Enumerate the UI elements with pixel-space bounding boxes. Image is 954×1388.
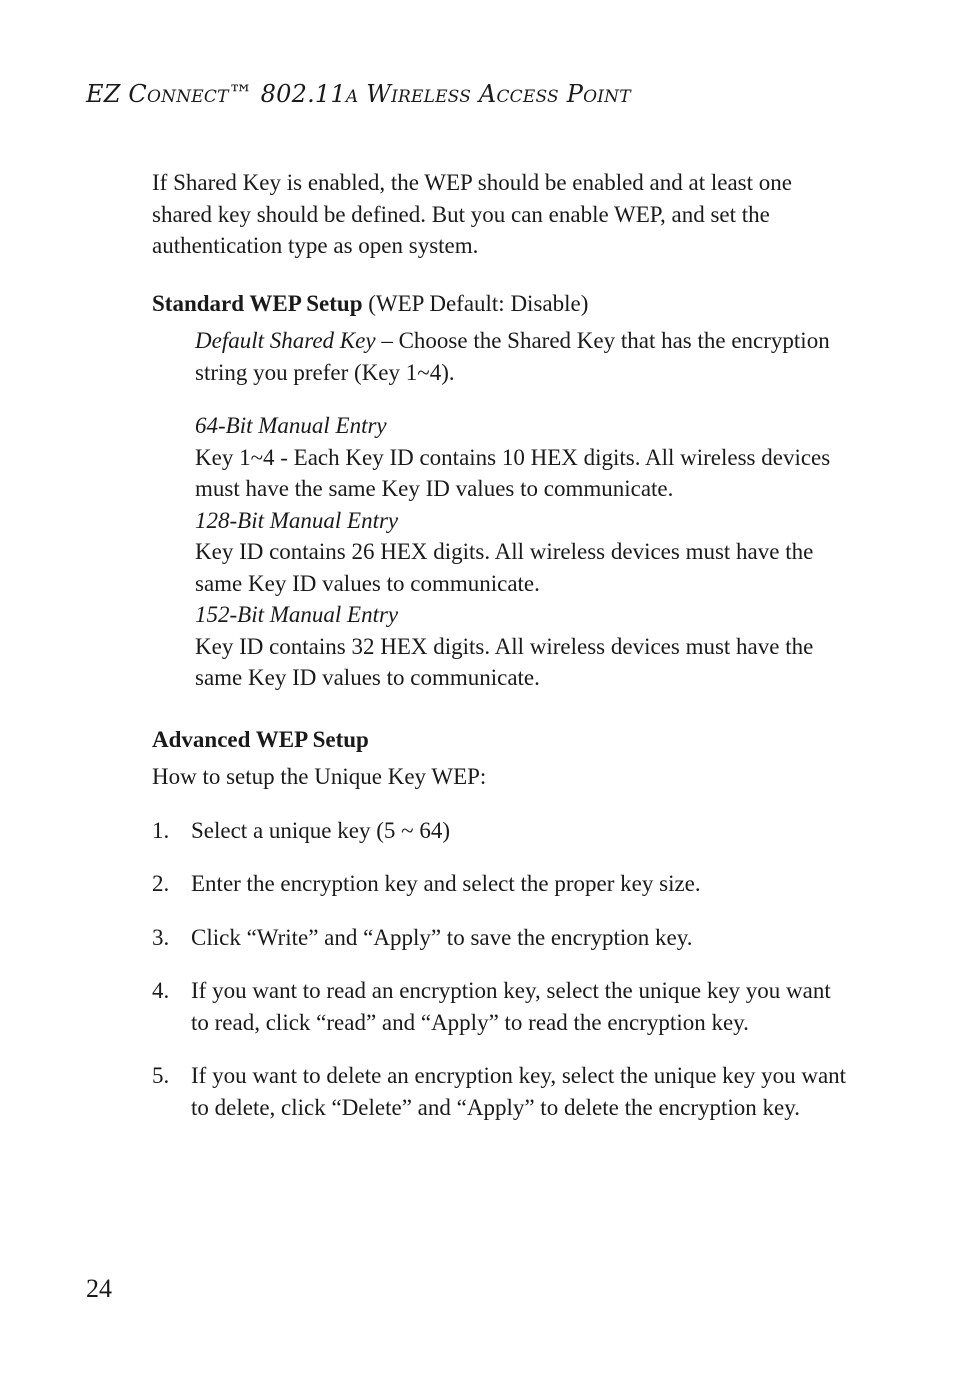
default-shared-key-paragraph: [195, 325, 852, 388]
header-text: CCESS: [496, 87, 559, 107]
item-title: Default Shared Key: [195, 328, 376, 353]
step-number: 2.: [152, 871, 170, 896]
list-item: [152, 815, 852, 847]
list-item: [152, 868, 852, 900]
header-text: P: [558, 80, 584, 108]
step-text: Enter the encryption key and select the proper key size.: [191, 871, 701, 896]
advanced-lead: How to setup the Unique Key WEP:: [152, 764, 487, 789]
section-title: Advanced WEP Setup: [152, 726, 369, 752]
step-text: If you want to delete an encryption key, select the unique key you want to delete, click “Delete” and “Apply” to delete the encryption key.: [191, 1063, 847, 1120]
intro-paragraph: If Shared Key is enabled, the WEP should be enabled and at least one shared key should be defined. But you can enable WEP, and set the authentication type as open system.: [152, 170, 792, 258]
entry-title-152: 152-Bit Manual Entry: [195, 602, 399, 627]
header-text: ONNECT: [147, 87, 229, 107]
standard-wep-details: [195, 325, 852, 694]
standard-wep-heading: [152, 288, 852, 320]
page-number: 24: [86, 1274, 112, 1303]
page-body: [152, 167, 852, 1145]
header-text: IRELESS: [391, 87, 472, 107]
step-text: Click “Write” and “Apply” to save the encryption key.: [191, 924, 693, 950]
step-number: 1.: [152, 817, 170, 843]
advanced-wep-heading: [152, 724, 852, 756]
header-text: A: [345, 87, 359, 107]
list-item: [152, 975, 852, 1038]
step-number: 5.: [152, 1063, 170, 1088]
step-number: 3.: [152, 924, 170, 950]
step-text: Select a unique key (5 ~ 64): [191, 817, 450, 843]
header-text: OINT: [583, 87, 631, 107]
header-text: A: [471, 80, 497, 108]
header-text: EZ C: [86, 80, 147, 108]
step-number: 4.: [152, 978, 170, 1003]
entry-title-128: 128-Bit Manual Entry: [195, 507, 399, 533]
running-header: [86, 80, 631, 108]
item-text: – Choose the Shared Key that has the encryption string you prefer (Key 1~4).: [195, 328, 830, 385]
header-text: W: [358, 80, 392, 108]
section-note: (WEP Default: Disable): [362, 290, 589, 316]
entry-text-128: Key ID contains 26 HEX digits. All wireless devices must have the same Key ID values to communicate.: [195, 539, 814, 596]
section-title: Standard WEP Setup: [152, 290, 363, 316]
list-item: [152, 1060, 852, 1123]
entry-title-64: 64-Bit Manual Entry: [195, 413, 387, 438]
steps-list: [152, 815, 852, 1124]
entry-text-64: Key 1~4 - Each Key ID contains 10 HEX digits. All wireless devices must have the same Key ID values to communicate.: [195, 444, 831, 501]
step-text: If you want to read an encryption key, select the unique key you want to read, click “read” and “Apply” to read the encryption key.: [191, 978, 831, 1035]
header-text: ™ 802.11: [228, 80, 346, 108]
list-item: [152, 922, 852, 954]
manual-entry-list: [195, 410, 852, 694]
entry-text-152: Key ID contains 32 HEX digits. All wireless devices must have the same Key ID values to communicate.: [195, 633, 814, 690]
